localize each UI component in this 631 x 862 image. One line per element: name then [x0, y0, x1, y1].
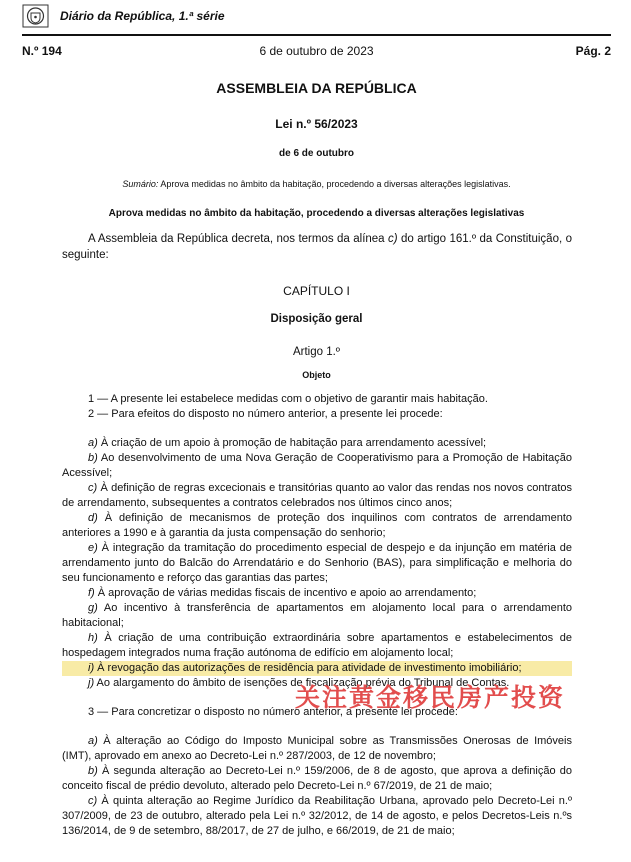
page-number: Pág. 2	[575, 44, 611, 58]
list-item: j) Ao alargamento do âmbito de isenções de fiscalização prévia do Tribunal de Contas.	[88, 677, 510, 689]
intro-text-1: A Assembleia da República decreta, nos termos da alínea	[88, 233, 389, 245]
law-heading: Aprova medidas no âmbito da habitação, procedendo a diversas alterações legislativas	[108, 208, 525, 219]
summary	[22, 179, 611, 189]
issue-date: 6 de outubro de 2023	[259, 44, 374, 58]
list-item: d) À definição de mecanismos de proteção dos inquilinos com contratos de arrendamento anteriores a 1990 e à garantia da justa compensação do senhorio;	[62, 512, 572, 539]
article-title: Objeto	[302, 370, 331, 380]
summary-label: Sumário:	[122, 179, 159, 189]
list-item: b) À segunda alteração ao Decreto-Lei n.º 159/2006, de 8 de agosto, que aprova a definição do conceito fiscal de prédio devoluto, alterado pelo Decreto-Lei n.º 67/2019, de 21 de maio;	[62, 765, 572, 792]
paragraph-3: 3 — Para concretizar o disposto no número anterior, a presente lei procede:	[88, 706, 458, 718]
assembly-title: ASSEMBLEIA DA REPÚBLICA	[216, 80, 417, 96]
coat-of-arms-icon	[22, 4, 49, 28]
list-item: c) À definição de regras excecionais e transitórias quanto ao valor das rendas nos novos contratos de arrendamento, subsequentes a contratos celebrados nos últimos cinco anos;	[62, 482, 572, 509]
summary-text: Aprova medidas no âmbito da habitação, procedendo a diversas alterações legislativas.	[160, 179, 511, 189]
article-body	[62, 392, 572, 839]
intro-text-2: do artigo 161.º da Constituição, o seguinte:	[62, 233, 572, 261]
list-item: g) Ao incentivo à transferência de apartamentos em alojamento local para o arrendamento habitacional;	[62, 602, 572, 629]
journal-header	[22, 4, 612, 28]
header-rule	[22, 34, 611, 36]
list-item: h) À criação de uma contribuição extraordinária sobre apartamentos e estabelecimentos de hospedagem integrados numa fração autónoma de edifício em alojamento local;	[62, 632, 572, 659]
highlighted-list-item: i) À revogação das autorizações de residência para atividade de investimento imobiliário;	[62, 661, 572, 676]
intro-alinea: c)	[388, 233, 398, 245]
chapter-title: Disposição geral	[270, 313, 363, 325]
chapter-number: CAPÍTULO I	[283, 284, 350, 298]
list-item: b) Ao desenvolvimento de uma Nova Geração de Cooperativismo para a Promoção de Habitação Acessível;	[62, 452, 572, 479]
paragraph-1: 1 — A presente lei estabelece medidas com o objetivo de garantir mais habitação.	[88, 393, 488, 405]
law-date: de 6 de outubro	[279, 148, 354, 159]
law-number: Lei n.º 56/2023	[275, 117, 358, 131]
list-item: f) À aprovação de várias medidas fiscais de incentivo e apoio ao arrendamento;	[88, 587, 477, 599]
paragraph-2: 2 — Para efeitos do disposto no número anterior, a presente lei procede:	[88, 408, 443, 420]
list-item: e) À integração da tramitação do procedimento especial de despejo e da injunção em matéria de arrendamento junto do Balcão do Arrendatário e do Senhorio (BAS), para simplificação e melhoria do seu funcionamento e reforço das garantias das partes;	[62, 542, 572, 584]
issue-number: N.º 194	[22, 44, 62, 58]
article-number: Artigo 1.º	[292, 346, 341, 358]
list-item: a) À criação de um apoio à promoção de habitação para arrendamento acessível;	[88, 437, 487, 449]
list-item: a) À alteração ao Código do Imposto Municipal sobre as Transmissões Onerosas de Imóveis (IMT), aprovado em anexo ao Decreto-Lei n.º 287/2003, de 12 de novembro;	[62, 735, 572, 762]
watermark: 关注黄金移民房产投资	[295, 683, 566, 712]
intro-paragraph	[62, 231, 572, 263]
list-item: c) À quinta alteração ao Regime Jurídico da Reabilitação Urbana, aprovado pelo Decreto-Lei n.º 307/2009, de 23 de outubro, alterado pela Lei n.º 32/2012, de 14 de agosto, e pelos Decretos-Leis n.ºs 136/2014, de 9 de setembro, 88/2017, de 27 de julho, e 66/2019, de 21 de maio;	[62, 795, 572, 837]
journal-title: Diário da República, 1.ª série	[60, 9, 225, 23]
